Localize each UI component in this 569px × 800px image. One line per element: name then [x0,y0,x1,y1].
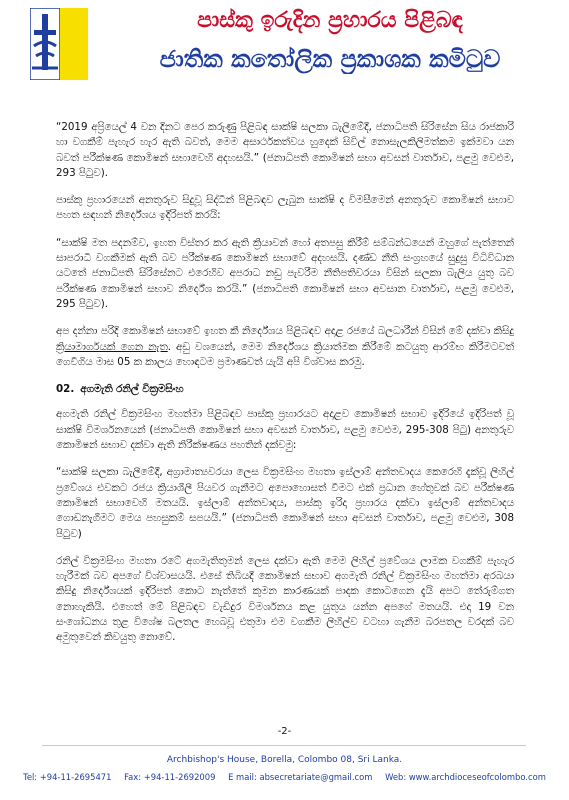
cross-logo-icon [30,8,88,80]
footer-fax: Fax: +94-11-2692009 [124,772,216,782]
paragraph-2: පාස්කු ප්‍රහාරයෙන් අනතුරුව සිදුවූ සිද්ධීන් පිළිබඳව ලැබුන සාක්ෂි ද විමසීමෙන් අනතුරුව කොමිෂන් සභාව පහත සඳහන් නිර්දේශය ඉදිරිපත් කරයි: [56,194,514,222]
paragraph-quote-2: “සාක්ෂි මත පදනම්ව, ඉහත විස්තර කර ඇති ක්‍රියාවන් හෝ අතපසු කිරීම් සම්බන්ධයෙන් ඔහුගේ පැත්තෙන් සාපරාධී වගකීමක් ඇති බව පරීක්ෂණ කොමිෂන් සභාවේ අදහසයි. දණ්ඩ නීති සංග්‍රහයේ සුදුසු විධිවිධාන යටතේ ජනාධිපති සිරිසේනට එරෙහිව අපරාධ නඩු පැවරීම නීතිපතිවරයා විසින් සලකා බැලිය යුතු බව පරීක්ෂණ කොමිෂන් සභාව නිර්දේශ කරයි.” (ජනාධිපති කොමිෂන් සභා අවසාන වාර්තාව, පළමු වෙළුම, 295 පිටුව). [56,236,514,310]
footer-tel: Tel: +94-11-2695471 [23,772,112,782]
page-number: -2- [277,726,292,737]
footer-contacts [0,772,569,782]
footer-web: Web: www.archdioceseofcolombo.com [385,772,546,782]
paragraph-4-part-2: . අඩු වශයෙන්, මෙම නිර්දේශය ක්‍රියාත්මක කිරීමේ කටයුතු ආරම්භ කිරීමටවත් ගෙවීගිය මාස 05 ක කාලය හොඳටම ප්‍රමාණවත් යැයි අපි විශ්වාස කරමු. [56,340,514,368]
paragraph-4-part-1: අප දන්නා පරිදි කොමිෂන් සභාවේ ඉහත කී නිර්දේශය පිළිබඳව අදාළ රජයේ බලධාරීන් විසින් මේ දක්වා කිසිදු [56,325,514,338]
footer-divider [42,745,526,746]
paragraph-quote-3: “සාක්ෂි සලකා බැලීමේදී, අග්‍රාමාත්‍යවරයා ලෙස වික්‍රමසිංහ මහතා ඉස්ලාම් අන්තවාදය කෙරෙහි දැක්වූ ලිහිල් ප්‍රවේශය එවකට රජය ක්‍රියාශීලී පියවර ගැනීමට අපොහොසත් වීමට එක් ප්‍රධාන හේතුවක් බව පරීක්ෂණ කොමිෂන් සභාවෙහි මතයයි. ඉස්ලාම් අන්තවාදය, පාස්කු ඉරිදා ප්‍රහාරය දක්වා ඉස්ලාම් අන්තවාදය ගොඩනැගීමට මෙය පහසුකම් සපයයි.” (ජනාධිපති කොමිෂන් සභා අවසන් වාර්තාව, පළමු වෙළුම, 308 පිටුව) [56,466,514,540]
section-heading [56,382,514,397]
footer-email: E mail: absecretariate@gmail.com [228,772,373,782]
paragraph-4 [56,324,514,370]
letterhead [0,0,569,92]
section-number: 02. [56,383,75,396]
header-title-line1: පාස්කු ඉරුදින ප්‍රහාරය පිළිබඳ [197,8,463,33]
footer-address: Archbishop's House, Borella, Colombo 08, Sri Lanka. [166,755,403,765]
letter-body [56,120,514,658]
paragraph-4-underlined: ක්‍රියාමාර්ගයක් ගෙන නැත [56,340,168,353]
section-title: අගමැති රනිල් වික්‍රමසිංහ [80,383,184,396]
header-title-line2: ජාතික කතෝලික ප්‍රකාශක කමිටුව [159,45,501,73]
paragraph-5: අගමැති රනිල් වික්‍රමසිංහ මහත්මා පිළිබඳව පාස්කු ප්‍රහාරයට අදාළව කොමිෂන් සභාව ඉදිරියේ ඉදිරිපත් වූ සාක්ෂි විමර්ශනයෙන් (ජනාධිපති කොමිෂන් සභා අවසන් වාර්තාව, පළමු වෙළුම, 295-308 පිටු) අනතුරුව කොමිෂන් සභාව දක්වා ඇති නිරීක්ෂණය පහතින් දක්වමු: [56,408,514,452]
paragraph-quote-1: “2019 අප්‍රියෙල් 4 වන දිනට පෙර කරුණු පිළිබඳ සාක්ෂි සලකා බැලීමේදී, ජනාධිපති සිරිසේන සිය රාජකාරි හා වගකීම් පැහැර හැර ඇති බවත්, මෙම අසාර්ථකත්වය හුදෙක් සිවිල් නොසැලකිලිමත්කම ඉක්මවා යන බවත් පරීක්ෂණ කොමිෂන් සභාවෙහි අදහසයි.” (ජනාධිපති කොමිෂන් සභා අවසන් වාර්තාව, පළමු වෙළුම, 293 පිටුව). [56,121,514,179]
paragraph-7: රනිල් වික්‍රමසිංහ මහතා රටේ අගමැතිතුමන් ලෙස දක්වා ඇති මෙම ලිහිල් ප්‍රවේශය ලාමක වගකීම් පැහැර හැරීමක් බව අපගේ විශ්වාසයයි. එසේ තිබියදී කොමිෂන් සභාව අගමැති රනිල් වික්‍රමසිංහ මහත්මා අරබයා කිසිදු නිර්දේශයක් ඉදිරිපත් කොට නැත්තේ කුමන කාරණයක් පාදක කොටගෙන දැයි අපට තේරුම්ගත නොහැකියි. එහෙත් මේ පිළිබඳව වැඩිදුර විමර්ශනය කළ යුතුය යන්න අපගේ මතයයි. එදා 19 වන සංශෝධනය තුළ විශේෂ බලතල හෙබවූ එතුමා එම වගකීම ලිහිල්ව වටහා ගැනීම බරපතල වරදක් බව අමුතුවෙන් කිවයුතු නොවේ. [56,554,514,644]
